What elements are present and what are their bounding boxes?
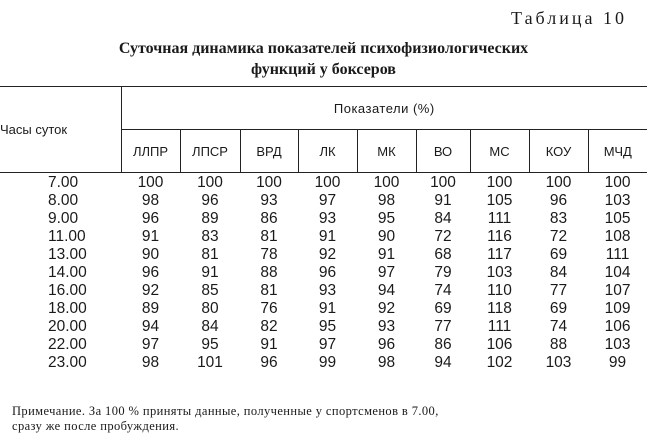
table-row — [0, 245, 647, 263]
value-cell: 100 — [430, 173, 456, 191]
time-cell: 23.00 — [48, 353, 87, 371]
value-cell: 93 — [318, 209, 337, 227]
table-row — [0, 227, 647, 245]
value-cell: 84 — [549, 263, 568, 281]
time-cell: 22.00 — [48, 335, 87, 353]
value-cell: 96 — [260, 353, 278, 371]
hours-header: Часы суток — [0, 87, 121, 173]
value-cell: 97 — [141, 335, 160, 353]
time-cell: 11.00 — [48, 227, 86, 245]
indicators-header: Показатели (%) — [121, 87, 647, 130]
value-cell: 100 — [256, 173, 282, 191]
value-cell: 107 — [604, 281, 631, 299]
value-cell: 81 — [201, 245, 219, 263]
value-cell: 104 — [604, 263, 631, 281]
value-cell: 103 — [604, 335, 631, 353]
table-row — [0, 335, 647, 353]
value-cell: 110 — [487, 281, 512, 299]
value-cell: 89 — [201, 209, 219, 227]
value-cell: 111 — [605, 245, 630, 263]
value-cell: 92 — [377, 299, 396, 317]
column-header: КОУ — [529, 130, 588, 173]
value-cell: 77 — [549, 281, 568, 299]
time-cell: 7.00 — [48, 173, 79, 191]
data-table — [0, 86, 647, 371]
time-cell: 9.00 — [48, 209, 79, 227]
value-cell: 97 — [377, 263, 396, 281]
value-cell: 88 — [260, 263, 278, 281]
value-cell: 69 — [549, 245, 568, 263]
time-cell: 14.00 — [48, 263, 87, 281]
table-row — [0, 263, 647, 281]
note-line: сразу же после пробуждения. — [12, 419, 180, 433]
value-cell: 111 — [487, 209, 512, 227]
value-cell: 74 — [434, 281, 452, 299]
value-cell: 96 — [141, 263, 160, 281]
value-cell: 100 — [373, 173, 400, 191]
title-line: функций у боксеров — [251, 61, 396, 78]
value-cell: 84 — [201, 317, 219, 335]
value-cell: 97 — [318, 335, 337, 353]
value-cell: 106 — [604, 317, 631, 335]
column-header: ЛЛПР — [121, 130, 180, 173]
value-cell: 88 — [549, 335, 568, 353]
value-cell: 95 — [377, 209, 396, 227]
time-cell: 8.00 — [48, 191, 79, 209]
value-cell: 100 — [314, 173, 341, 191]
value-cell: 116 — [487, 227, 512, 245]
value-cell: 81 — [260, 281, 278, 299]
table-row — [0, 173, 647, 192]
value-cell: 94 — [434, 353, 452, 371]
value-cell: 97 — [318, 191, 337, 209]
column-header: ВО — [416, 130, 470, 173]
value-cell: 78 — [260, 245, 278, 263]
value-cell: 96 — [377, 335, 396, 353]
value-cell: 69 — [434, 299, 452, 317]
value-cell: 98 — [377, 191, 396, 209]
value-cell: 72 — [549, 227, 568, 245]
column-header: ЛК — [298, 130, 357, 173]
value-cell: 118 — [487, 299, 512, 317]
value-cell: 99 — [608, 353, 627, 371]
value-cell: 94 — [377, 281, 396, 299]
table-title — [0, 38, 647, 80]
value-cell: 103 — [545, 353, 572, 371]
table-row — [0, 191, 647, 209]
value-cell: 89 — [141, 299, 160, 317]
column-header: ВРД — [240, 130, 298, 173]
time-cell: 13.00 — [48, 245, 87, 263]
value-cell: 96 — [141, 209, 160, 227]
value-cell: 82 — [260, 317, 278, 335]
value-cell: 96 — [549, 191, 568, 209]
value-cell: 100 — [545, 173, 572, 191]
value-cell: 90 — [141, 245, 160, 263]
column-header: МК — [357, 130, 416, 173]
value-cell: 95 — [318, 317, 337, 335]
value-cell: 109 — [604, 299, 631, 317]
value-cell: 93 — [377, 317, 396, 335]
value-cell: 77 — [434, 317, 452, 335]
table-row — [0, 353, 647, 371]
value-cell: 80 — [201, 299, 219, 317]
value-cell: 106 — [486, 335, 513, 353]
value-cell: 100 — [486, 173, 513, 191]
value-cell: 84 — [434, 209, 452, 227]
value-cell: 94 — [141, 317, 160, 335]
column-header: МЧД — [588, 130, 647, 173]
value-cell: 85 — [201, 281, 219, 299]
value-cell: 91 — [318, 227, 337, 245]
value-cell: 83 — [549, 209, 568, 227]
time-cell: 16.00 — [48, 281, 87, 299]
value-cell: 76 — [260, 299, 278, 317]
value-cell: 79 — [434, 263, 452, 281]
table-row — [0, 209, 647, 227]
value-cell: 91 — [377, 245, 396, 263]
note-line: Примечание. За 100 % приняты данные, полученные у спортсменов в 7.00, — [12, 404, 439, 418]
value-cell: 95 — [201, 335, 219, 353]
value-cell: 103 — [486, 263, 513, 281]
value-cell: 96 — [201, 191, 219, 209]
table-number: Таблица 10 — [511, 8, 627, 28]
value-cell: 96 — [318, 263, 337, 281]
value-cell: 101 — [197, 353, 223, 371]
value-cell: 105 — [604, 209, 631, 227]
value-cell: 91 — [141, 227, 160, 245]
value-cell: 69 — [549, 299, 568, 317]
value-cell: 91 — [318, 299, 337, 317]
value-cell: 74 — [549, 317, 568, 335]
value-cell: 98 — [141, 353, 160, 371]
table-note — [12, 404, 642, 434]
value-cell: 100 — [137, 173, 164, 191]
value-cell: 100 — [197, 173, 223, 191]
time-cell: 18.00 — [48, 299, 87, 317]
value-cell: 98 — [141, 191, 160, 209]
value-cell: 91 — [201, 263, 219, 281]
value-cell: 108 — [604, 227, 631, 245]
value-cell: 91 — [260, 335, 278, 353]
value-cell: 91 — [434, 191, 452, 209]
value-cell: 83 — [201, 227, 219, 245]
title-line: Суточная динамика показателей психофизиологических — [118, 40, 529, 57]
value-cell: 103 — [604, 191, 631, 209]
value-cell: 81 — [260, 227, 278, 245]
value-cell: 86 — [434, 335, 452, 353]
value-cell: 105 — [486, 191, 513, 209]
column-header: ЛПСР — [180, 130, 240, 173]
value-cell: 90 — [377, 227, 396, 245]
value-cell: 92 — [141, 281, 160, 299]
value-cell: 72 — [434, 227, 452, 245]
value-cell: 92 — [318, 245, 337, 263]
value-cell: 86 — [260, 209, 278, 227]
value-cell: 117 — [487, 245, 512, 263]
table-row — [0, 317, 647, 335]
value-cell: 98 — [377, 353, 396, 371]
value-cell: 68 — [434, 245, 452, 263]
value-cell: 100 — [604, 173, 631, 191]
value-cell: 102 — [486, 353, 513, 371]
time-cell: 20.00 — [48, 317, 87, 335]
value-cell: 99 — [318, 353, 337, 371]
table-row — [0, 299, 647, 317]
table-row — [0, 281, 647, 299]
value-cell: 111 — [487, 317, 512, 335]
column-header: МС — [470, 130, 529, 173]
value-cell: 93 — [260, 191, 278, 209]
value-cell: 93 — [318, 281, 337, 299]
